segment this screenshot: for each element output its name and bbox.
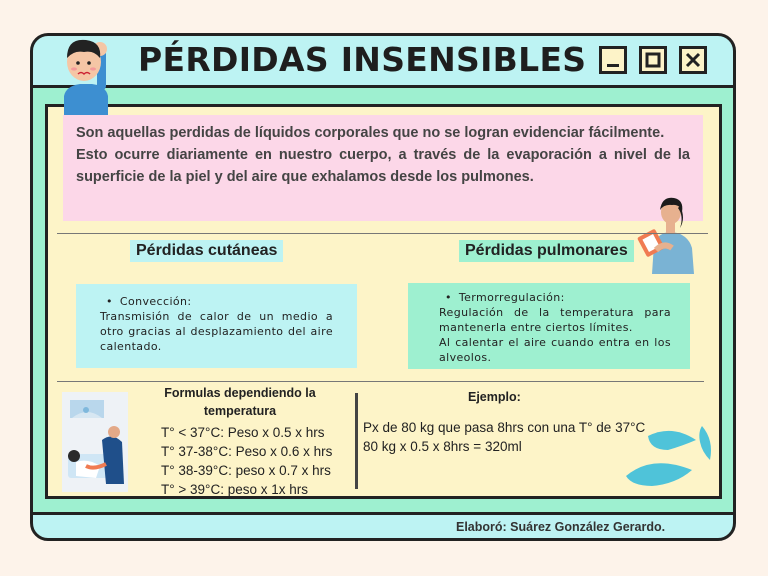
- formula-item: T° 38-39°C: peso x 0.7 x hrs: [161, 463, 331, 478]
- definition-text: [76, 122, 690, 188]
- convection-text: Transmisión de calor de un medio a otro gracias al desplazamiento del aire calentado.: [100, 310, 333, 353]
- label-cutaneous-losses: Pérdidas cutáneas: [130, 240, 283, 262]
- thermoregulation-text: Regulación de la temperatura para mantenerla entre ciertos límites.: [439, 306, 671, 334]
- formula-item: T° 37-38°C: Peso x 0.6 x hrs: [161, 444, 333, 459]
- minimize-button[interactable]: [599, 46, 627, 74]
- formula-item: T° > 39°C: peso x 1x hrs: [161, 482, 308, 497]
- divider: [57, 233, 708, 234]
- example-line-1: Px de 80 kg que pasa 8hrs con una T° de 37°C: [363, 420, 646, 435]
- close-button[interactable]: [679, 46, 707, 74]
- maximize-icon: [642, 49, 664, 71]
- definition-line-1: Son aquellas perdidas de líquidos corporales que no se logran evidenciar fácilmente.: [76, 125, 665, 141]
- label-pulmonary-losses: Pérdidas pulmonares: [459, 240, 634, 262]
- close-icon: [682, 49, 704, 71]
- divider: [57, 381, 704, 382]
- pulmonary-content: [439, 290, 671, 365]
- vertical-divider: [355, 393, 358, 489]
- thermoregulation-text-2: Al calentar el aire cuando entra en los alveolos.: [439, 336, 671, 364]
- page-title: PÉRDIDAS INSENSIBLES: [138, 40, 587, 79]
- example-title: Ejemplo:: [468, 390, 521, 404]
- water-drops-illustration: [622, 420, 716, 490]
- thermoregulation-bullet: • Termorregulación:: [445, 290, 671, 305]
- stressed-person-illustration: [56, 30, 116, 118]
- formulas-list: [161, 423, 332, 499]
- example-line-2: 80 kg x 0.5 x 8hrs = 320ml: [363, 439, 522, 454]
- cutaneous-content: [100, 294, 333, 354]
- maximize-button[interactable]: [639, 46, 667, 74]
- convection-bullet: • Convección:: [106, 294, 333, 309]
- hospital-illustration: [62, 392, 128, 492]
- author-credit: Elaboró: Suárez González Gerardo.: [456, 520, 666, 534]
- formulas-title: Formulas dependiendo la temperatura: [164, 386, 316, 418]
- minimize-icon: [602, 49, 624, 71]
- statusbar-divider: [30, 512, 736, 515]
- formula-item: T° < 37°C: Peso x 0.5 x hrs: [161, 425, 325, 440]
- example-text: [363, 418, 645, 456]
- definition-line-2: Esto ocurre diariamente en nuestro cuerpo, a través de la evaporación a nivel de la superficie de la piel y del aire que exhalamos desde los pulmones.: [76, 147, 690, 185]
